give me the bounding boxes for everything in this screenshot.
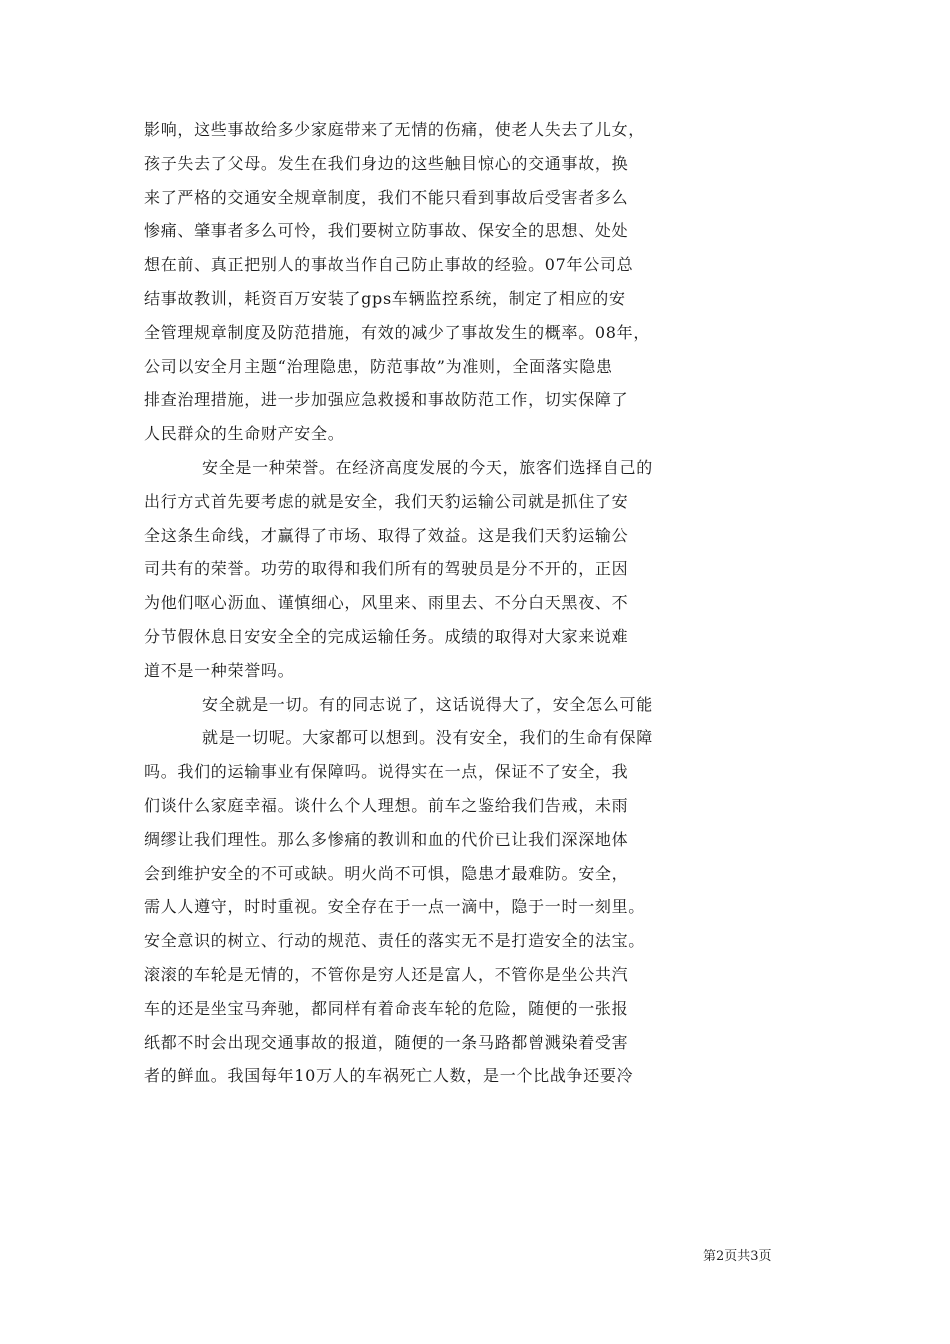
text-line: 绸缪让我们理性。那么多惨痛的教训和血的代价已让我们深深地体: [144, 829, 629, 849]
text-line: 公司以安全月主题“治理隐患，防范事故”为准则，全面落实隐患: [144, 356, 613, 376]
text-line: 影响，这些事故给多少家庭带来了无情的伤痛，使老人失去了儿女，: [144, 120, 646, 139]
text-line: 车的还是坐宝马奔驰，都同样有着命丧车轮的危险，随便的一张报: [144, 998, 629, 1018]
text-line: 会到维护安全的不可或缺。明火尚不可惧，隐患才最难防。安全，: [144, 863, 629, 883]
text-line: 想在前、真正把别人的事故当作自己防止事故的经验。07年公司总: [144, 255, 634, 275]
text-line: 排查治理措施，进一步加强应急救援和事故防范工作，切实保障了: [144, 390, 629, 410]
page-footer: [703, 1245, 772, 1264]
text-line: 全这条生命线，才赢得了市场、取得了效益。这是我们天豹运输公: [144, 525, 629, 545]
text-line: 纸都不时会出现交通事故的报道，随便的一条马路都曾溅染着受害: [144, 1032, 629, 1052]
text-line: 结事故教训，耗资百万安装了gps车辆监控系统，制定了相应的安: [144, 288, 626, 308]
text-line: 司共有的荣誉。功劳的取得和我们所有的驾驶员是分不开的，正因: [144, 559, 629, 579]
text-line: 全管理规章制度及防范措施，有效的减少了事故发生的概率。08年，: [144, 322, 651, 342]
text-line: 出行方式首先要考虑的就是安全，我们天豹运输公司就是抓住了安: [144, 491, 629, 511]
text-line: 需人人遵守，时时重视。安全存在于一点一滴中，隐于一时一刻里。: [144, 897, 646, 917]
text-line: 吗。我们的运输事业有保障吗。说得实在一点，保证不了安全，我: [144, 762, 629, 782]
text-line: 者的鲜血。我国每年10万人的车祸死亡人数，是一个比战争还要冷: [144, 1066, 634, 1086]
text-line: 孩子失去了父母。发生在我们身边的这些触目惊心的交通事故，换: [144, 153, 629, 173]
text-line: 来了严格的交通安全规章制度，我们不能只看到事故后受害者多么: [144, 187, 629, 207]
text-line: 安全意识的树立、行动的规范、责任的落实无不是打造安全的法宝。: [144, 931, 646, 951]
text-line: 安全是一种荣誉。在经济高度发展的今天，旅客们选择自己的: [202, 457, 653, 477]
text-line: 惨痛、肇事者多么可怜，我们要树立防事故、保安全的思想、处处: [144, 221, 629, 241]
page-number: 第2页共3页: [703, 1249, 772, 1264]
text-line: 分节假休息日安安全全的完成运输任务。成绩的取得对大家来说难: [144, 626, 629, 646]
document-body: [144, 113, 814, 1093]
text-line: 道不是一种荣誉吗。: [144, 660, 295, 680]
text-line: 人民群众的生命财产安全。: [144, 424, 345, 444]
text-line: 滚滚的车轮是无情的，不管你是穷人还是富人，不管你是坐公共汽: [144, 964, 629, 984]
text-line: 安全就是一切。有的同志说了，这话说得大了，安全怎么可能: [202, 694, 653, 714]
text-line: 为他们呕心沥血、谨慎细心，风里来、雨里去、不分白天黑夜、不: [144, 593, 629, 613]
text-line: 们谈什么家庭幸福。谈什么个人理想。前车之鉴给我们告戒，未雨: [144, 795, 629, 815]
text-line: 就是一切呢。大家都可以想到。没有安全，我们的生命有保障: [202, 728, 653, 748]
